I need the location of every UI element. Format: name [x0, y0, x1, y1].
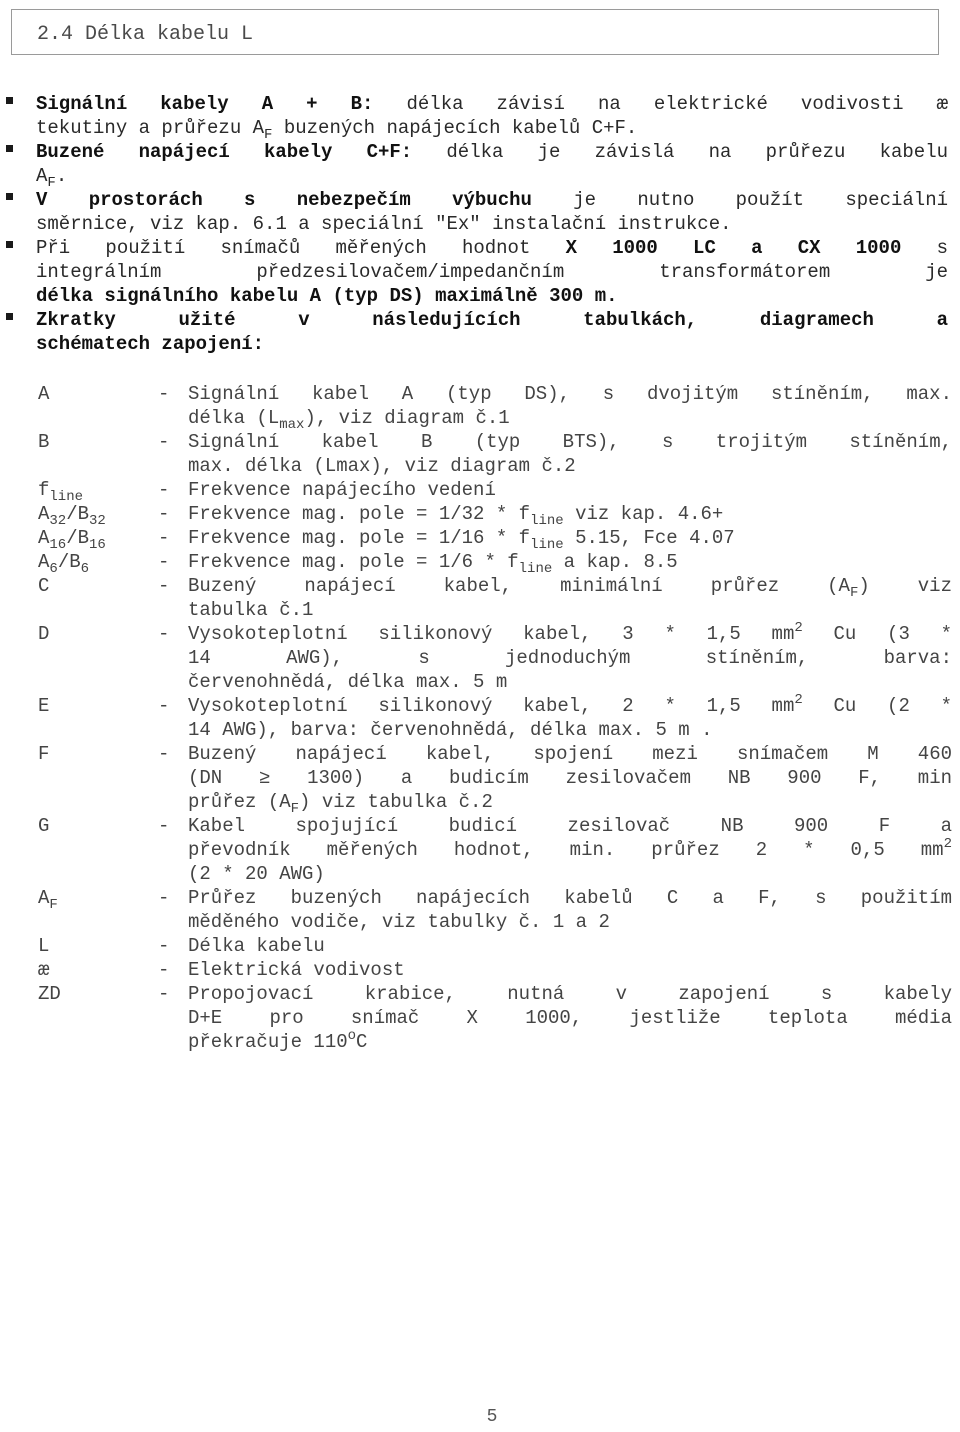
abbreviation-description	[188, 982, 952, 1054]
abbreviation-description	[188, 478, 952, 502]
abbreviation-row	[0, 934, 960, 958]
abbreviation-dash: -	[158, 503, 170, 525]
abbreviation-code	[38, 814, 49, 838]
abbreviation-description	[188, 382, 952, 433]
text-segment: Délka kabelu	[188, 935, 325, 957]
text-segment: (DN ≥ 1300) a budicím zesilovačem NB 900 F, min	[188, 767, 952, 789]
text-segment: 16	[49, 537, 67, 553]
text-segment: /B	[57, 551, 81, 573]
abbreviation-description	[188, 694, 952, 742]
text-segment: převodník měřených hodnot, min. průřez 2 * 0,5 mm	[188, 839, 944, 861]
text-segment: F	[264, 127, 273, 143]
text-segment: Propojovací krabice, nutná v zapojení s kabely	[188, 983, 952, 1005]
text-segment: délka signálního kabelu A (typ DS) maximálně 300 m.	[36, 285, 618, 307]
text-segment: délka je závislá na průřezu kabelu	[412, 141, 948, 163]
text-segment: A	[36, 165, 48, 187]
description-line	[188, 766, 952, 790]
abbreviation-code	[38, 478, 84, 505]
description-line	[188, 814, 952, 838]
bullet-line	[36, 116, 948, 143]
description-line	[188, 502, 952, 529]
description-line	[188, 1006, 952, 1030]
text-segment: Buzený napájecí kabel, spojení mezi snímačem M 460	[188, 743, 952, 765]
abbreviation-dash: -	[158, 815, 170, 837]
abbreviation-code	[38, 958, 49, 982]
text-segment: Frekvence mag. pole = 1/32 * f	[188, 503, 531, 525]
text-segment: červenohnědá, délka max. 5 m	[188, 671, 508, 693]
page-number: 5	[486, 1407, 498, 1427]
text-segment: D+E pro snímač X 1000, jestliže teplota média	[188, 1007, 952, 1029]
abbreviation-dash: -	[158, 479, 170, 501]
abbreviation-description	[188, 958, 952, 982]
text-segment: buzených napájecích kabelů C+F.	[272, 117, 638, 139]
text-segment: ZD	[38, 983, 61, 1005]
text-segment: tabulka č.1	[188, 599, 314, 621]
abbreviation-row	[0, 382, 960, 433]
text-segment: ), viz diagram č.1	[304, 407, 510, 429]
description-line	[188, 1030, 952, 1054]
abbreviation-description	[188, 502, 952, 529]
abbreviation-description	[188, 934, 952, 958]
abbreviation-code	[38, 886, 58, 913]
text-segment: o	[347, 1028, 357, 1044]
text-segment: 2	[794, 692, 803, 708]
text-segment: Zkratky užité v následujících tabulkách, diagramech a	[36, 309, 948, 331]
bullet-list	[0, 92, 960, 356]
text-segment: Při použití snímačů měřených hodnot	[36, 237, 566, 259]
text-segment: Elektrická vodivost	[188, 959, 405, 981]
description-line	[188, 670, 952, 694]
text-segment: line	[530, 537, 564, 553]
abbreviation-code	[38, 694, 49, 718]
abbreviation-description	[188, 622, 952, 694]
bullet-item	[0, 236, 948, 308]
text-segment: V prostorách s nebezpečím výbuchu	[36, 189, 532, 211]
abbreviation-dash: -	[158, 743, 170, 765]
text-segment: Signální kabel B (typ BTS), s trojitým stíněním,	[188, 431, 952, 453]
abbreviation-description	[188, 550, 952, 577]
bullet-item	[0, 308, 948, 356]
abbreviation-code	[38, 550, 90, 577]
text-segment: 2	[943, 836, 952, 852]
text-segment: 14 AWG), s jednoduchým stíněním, barva:	[188, 647, 952, 669]
text-segment: délka (L	[188, 407, 280, 429]
text-segment: Kabel spojující budicí zesilovač NB 900 F a	[188, 815, 952, 837]
abbreviation-row	[0, 526, 960, 553]
abbreviation-dash: -	[158, 431, 170, 453]
bullet-item	[0, 140, 948, 191]
section-title: 2.4 Délka kabelu L	[37, 23, 254, 46]
text-segment: Cu (2 *	[802, 695, 952, 717]
bullet-item	[0, 188, 948, 236]
text-segment: s	[901, 237, 948, 259]
abbreviation-dash: -	[158, 935, 170, 957]
text-segment: X 1000 LC a CX 1000	[565, 237, 902, 259]
text-segment: A	[38, 383, 50, 405]
description-line	[188, 934, 952, 958]
bullet-line	[36, 236, 948, 260]
text-segment: 16	[89, 537, 106, 553]
abbreviation-code	[38, 742, 49, 766]
bullet-square-icon	[6, 241, 13, 248]
description-line	[188, 430, 952, 454]
text-segment: 6	[49, 561, 58, 577]
abbreviation-row	[0, 430, 960, 478]
description-line	[188, 550, 952, 577]
text-segment: line	[518, 561, 553, 577]
abbreviation-dash: -	[158, 383, 170, 405]
abbreviation-list	[0, 382, 960, 1054]
text-segment: a kap. 8.5	[552, 551, 678, 573]
description-line	[188, 886, 952, 910]
text-segment: průřez (A	[188, 791, 291, 813]
abbreviation-dash: -	[158, 695, 170, 717]
text-segment: Buzený napájecí kabel, minimální průřez (A	[188, 575, 850, 597]
text-segment: 14 AWG), barva: červenohnědá, délka max. 5 m .	[188, 719, 713, 741]
text-segment: 5.15, Fce 4.07	[563, 527, 735, 549]
text-segment: schématech zapojení:	[36, 333, 265, 355]
text-segment: max. délka (Lmax), viz diagram č.2	[188, 455, 576, 477]
abbreviation-code	[38, 502, 106, 529]
text-segment: Vysokoteplotní silikonový kabel, 3 * 1,5 mm	[188, 623, 795, 645]
text-segment: viz kap. 4.6+	[563, 503, 724, 525]
text-segment: Cu (3 *	[802, 623, 952, 645]
abbreviation-dash: -	[158, 983, 170, 1005]
text-segment: integrálním předzesilovačem/impedančním transformátorem je	[36, 261, 948, 283]
abbreviation-description	[188, 742, 952, 817]
bullet-line	[36, 284, 948, 308]
abbreviation-code	[38, 430, 49, 454]
text-segment: /B	[66, 527, 90, 549]
description-line	[188, 406, 952, 433]
description-line	[188, 598, 952, 622]
bullet-line	[36, 212, 948, 236]
text-segment: C	[356, 1031, 368, 1053]
description-line	[188, 718, 952, 742]
abbreviation-description	[188, 814, 952, 886]
description-line	[188, 646, 952, 670]
text-segment: překračuje 110	[188, 1031, 348, 1053]
abbreviation-row	[0, 742, 960, 817]
description-line	[188, 982, 952, 1006]
text-segment: A	[38, 527, 50, 549]
bullet-square-icon	[6, 193, 13, 200]
text-segment: E	[38, 695, 50, 717]
text-segment: F	[290, 801, 300, 817]
text-segment: Frekvence mag. pole = 1/16 * f	[188, 527, 531, 549]
text-segment: G	[38, 815, 50, 837]
abbreviation-dash: -	[158, 575, 170, 597]
text-segment: F	[38, 743, 50, 765]
text-segment: ) viz	[858, 575, 952, 597]
text-segment: .	[55, 165, 68, 187]
text-segment: 32	[49, 513, 67, 529]
text-segment: line	[49, 489, 84, 505]
abbreviation-description	[188, 526, 952, 553]
description-line	[188, 478, 952, 502]
text-segment: D	[38, 623, 50, 645]
abbreviation-code	[38, 526, 106, 553]
text-segment: Signální kabely A + B:	[36, 93, 374, 115]
text-segment: směrnice, viz kap. 6.1 a speciální "Ex" instalační instrukce.	[36, 213, 732, 235]
text-segment: C	[38, 575, 50, 597]
abbreviation-code	[38, 574, 49, 598]
text-segment: 2	[794, 620, 803, 636]
bullet-square-icon	[6, 97, 13, 104]
description-line	[188, 838, 952, 862]
text-segment: Buzené napájecí kabely C+F:	[36, 141, 413, 163]
description-line	[188, 910, 952, 934]
text-segment: (2 * 20 AWG)	[188, 863, 325, 885]
text-segment: max	[279, 417, 305, 433]
abbreviation-row	[0, 694, 960, 742]
description-line	[188, 694, 952, 718]
description-line	[188, 526, 952, 553]
text-segment: A	[38, 551, 50, 573]
text-segment: Frekvence mag. pole = 1/6 * f	[188, 551, 519, 573]
bullet-line	[36, 260, 948, 284]
abbreviation-row	[0, 622, 960, 694]
abbreviation-row	[0, 478, 960, 505]
text-segment: tekutiny a průřezu A	[36, 117, 265, 139]
text-segment: Signální kabel A (typ DS), s dvojitým stíněním, max.	[188, 383, 952, 405]
bullet-line	[36, 332, 948, 356]
abbreviation-row	[0, 574, 960, 622]
text-segment: A	[38, 503, 50, 525]
abbreviation-row	[0, 958, 960, 982]
abbreviation-row	[0, 982, 960, 1054]
abbreviation-description	[188, 574, 952, 622]
abbreviation-dash: -	[158, 551, 170, 573]
description-line	[188, 742, 952, 766]
text-segment: L	[38, 935, 50, 957]
abbreviation-row	[0, 550, 960, 577]
text-segment: ) viz tabulka č.2	[299, 791, 493, 813]
abbreviation-description	[188, 430, 952, 478]
bullet-line	[36, 92, 948, 116]
bullet-line	[36, 140, 948, 164]
abbreviation-code	[38, 982, 61, 1006]
bullet-square-icon	[6, 145, 13, 152]
abbreviation-row	[0, 886, 960, 934]
text-segment: F	[849, 585, 859, 601]
abbreviation-row	[0, 502, 960, 529]
abbreviation-dash: -	[158, 887, 170, 909]
text-segment: je nutno použít speciální	[531, 189, 948, 211]
text-segment: æ	[38, 959, 50, 981]
bullet-line	[36, 308, 948, 332]
text-segment: Frekvence napájecího vedení	[188, 479, 496, 501]
text-segment: Průřez buzených napájecích kabelů C a F, s použitím	[188, 887, 952, 909]
abbreviation-code	[38, 382, 49, 406]
abbreviation-dash: -	[158, 959, 170, 981]
abbreviation-dash: -	[158, 527, 170, 549]
text-segment: B	[38, 431, 50, 453]
text-segment: A	[38, 887, 50, 909]
text-segment: F	[47, 175, 56, 191]
description-line	[188, 622, 952, 646]
text-segment: 32	[89, 513, 106, 529]
text-segment: délka závisí na elektrické vodivosti æ	[373, 93, 948, 115]
description-line	[188, 862, 952, 886]
bullet-square-icon	[6, 313, 13, 320]
abbreviation-code	[38, 622, 49, 646]
bullet-line	[36, 164, 948, 191]
text-segment: /B	[66, 503, 90, 525]
abbreviation-row	[0, 814, 960, 886]
bullet-item	[0, 92, 948, 143]
abbreviation-dash: -	[158, 623, 170, 645]
description-line	[188, 574, 952, 601]
section-title-box	[11, 9, 939, 55]
description-line	[188, 382, 952, 406]
text-segment: měděného vodiče, viz tabulky č. 1 a 2	[188, 911, 610, 933]
bullet-line	[36, 188, 948, 212]
description-line	[188, 790, 952, 817]
text-segment: F	[49, 897, 58, 913]
text-segment: f	[38, 479, 50, 501]
text-segment: Vysokoteplotní silikonový kabel, 2 * 1,5 mm	[188, 695, 795, 717]
text-segment: line	[530, 513, 564, 529]
abbreviation-code	[38, 934, 49, 958]
abbreviation-description	[188, 886, 952, 934]
text-segment: 6	[80, 561, 90, 577]
description-line	[188, 958, 952, 982]
description-line	[188, 454, 952, 478]
